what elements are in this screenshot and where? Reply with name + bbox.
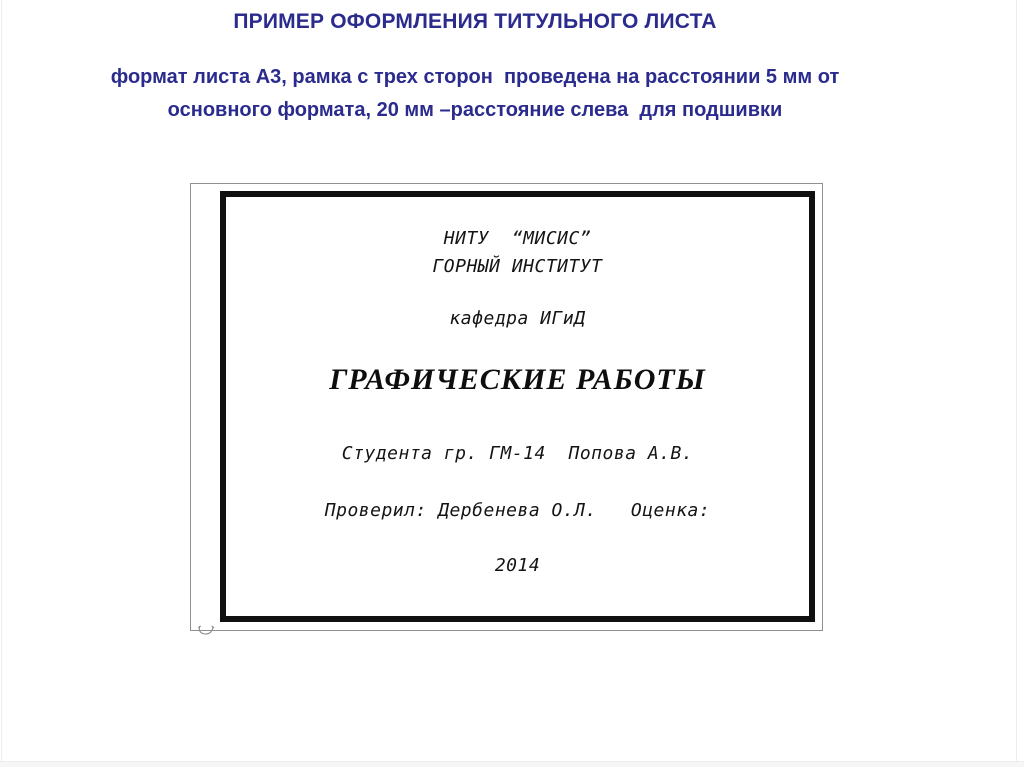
checked-by-line: Проверил: Дербенева О.Л. Оценка:: [324, 500, 711, 521]
department-line: кафедра ИГиД: [449, 308, 586, 329]
slide-right-edge-line: [1016, 0, 1017, 767]
student-line: Студента гр. ГМ-14 Попова А.В.: [341, 443, 694, 464]
slide-subtitle-line-2: основного формата, 20 мм –расстояние слева для подшивки: [167, 99, 783, 121]
title-page-drawing: [190, 183, 823, 631]
university-name-line: НИТУ “МИСИС”: [443, 228, 592, 249]
work-title: ГРАФИЧЕСКИЕ РАБОТЫ: [329, 363, 706, 396]
slide-title: ПРИМЕР ОФОРМЛЕНИЯ ТИТУЛЬНОГО ЛИСТА: [233, 10, 717, 33]
drawing-border-frame: [220, 191, 815, 622]
bottom-strip: [0, 761, 1024, 767]
slide-left-edge-line: [1, 0, 2, 767]
slide-subtitle-line-1: формат листа А3, рамка с трех сторон проведена на расстоянии 5 мм от: [110, 66, 840, 88]
year-line: 2014: [494, 555, 541, 576]
slide-header: [0, 10, 950, 127]
slide-subtitle: [0, 61, 950, 127]
corner-scribble-icon: [197, 625, 215, 636]
institute-name-line: ГОРНЫЙ ИНСТИТУТ: [432, 256, 603, 277]
